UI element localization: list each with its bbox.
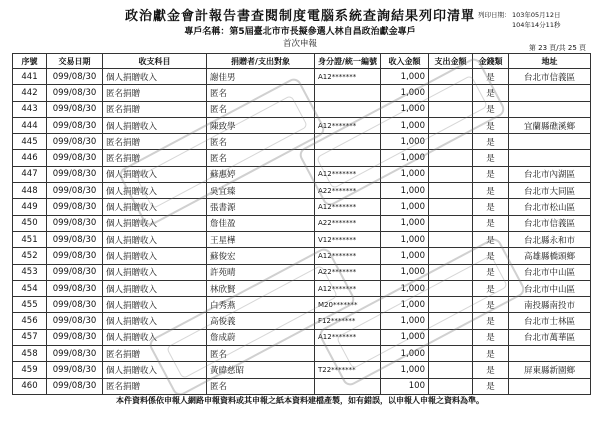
- cell-date: 099/08/30: [47, 313, 103, 329]
- cell-subject: 匿名捐贈: [103, 85, 207, 101]
- cell-expense: [429, 297, 473, 313]
- cell-addr: [509, 378, 591, 394]
- cell-addr: 台北縣永和市: [509, 231, 591, 247]
- cell-subject: 個人捐贈收入: [103, 231, 207, 247]
- cell-subject: 匿名捐贈: [103, 150, 207, 166]
- cell-income: 1,000: [381, 117, 429, 133]
- cell-subject: 個人捐贈收入: [103, 166, 207, 182]
- cell-addr: 台北市士林區: [509, 313, 591, 329]
- cell-donor: 匿名: [207, 150, 315, 166]
- table-row: [13, 166, 591, 182]
- table-row: [13, 264, 591, 280]
- cell-date: 099/08/30: [47, 329, 103, 345]
- cell-income: 1,000: [381, 362, 429, 378]
- cell-subject: 匿名捐贈: [103, 378, 207, 394]
- cell-subject: 個人捐贈收入: [103, 297, 207, 313]
- cell-donor: 高俊義: [207, 313, 315, 329]
- cell-date: 099/08/30: [47, 101, 103, 117]
- cell-donor: 謝佳男: [207, 69, 315, 85]
- cell-id: A12*******: [315, 280, 381, 296]
- cell-subject: 個人捐贈收入: [103, 329, 207, 345]
- cell-donor: 張書源: [207, 199, 315, 215]
- table-row: [13, 69, 591, 85]
- page-info: 第 23 頁/共 25 頁: [528, 44, 586, 52]
- cell-date: 099/08/30: [47, 378, 103, 394]
- cell-id: A12*******: [315, 117, 381, 133]
- column-header-id: 身分證/統一編號: [315, 54, 381, 69]
- cell-no: 453: [13, 264, 47, 280]
- cell-id: M20*******: [315, 297, 381, 313]
- cell-id: [315, 85, 381, 101]
- cell-date: 099/08/30: [47, 215, 103, 231]
- cell-date: 099/08/30: [47, 150, 103, 166]
- cell-no: 444: [13, 117, 47, 133]
- cell-cash: 是: [473, 199, 509, 215]
- cell-no: 459: [13, 362, 47, 378]
- table-row: [13, 378, 591, 394]
- cell-income: 1,000: [381, 280, 429, 296]
- cell-donor: 匿名: [207, 378, 315, 394]
- cell-no: 441: [13, 69, 47, 85]
- cell-id: A22*******: [315, 264, 381, 280]
- cell-expense: [429, 199, 473, 215]
- cell-expense: [429, 117, 473, 133]
- print-time-value: 104年14分11秒: [512, 21, 561, 29]
- cell-income: 1,000: [381, 215, 429, 231]
- document-title: 政治獻金會計報告書查閱制度電腦系統查詢結果列印清單: [124, 9, 475, 24]
- cell-cash: 是: [473, 231, 509, 247]
- cell-expense: [429, 183, 473, 199]
- cell-addr: 台北市中山區: [509, 264, 591, 280]
- cell-cash: 是: [473, 85, 509, 101]
- cell-income: 1,000: [381, 231, 429, 247]
- cell-expense: [429, 280, 473, 296]
- cell-subject: 個人捐贈收入: [103, 248, 207, 264]
- cell-donor: 匿名: [207, 85, 315, 101]
- cell-income: 1,000: [381, 313, 429, 329]
- cell-cash: 是: [473, 297, 509, 313]
- cell-no: 457: [13, 329, 47, 345]
- cell-subject: 匿名捐贈: [103, 134, 207, 150]
- cell-income: 1,000: [381, 248, 429, 264]
- print-meta: [478, 10, 588, 30]
- cell-expense: [429, 362, 473, 378]
- cell-date: 099/08/30: [47, 346, 103, 362]
- cell-donor: 白秀燕: [207, 297, 315, 313]
- table-row: [13, 231, 591, 247]
- cell-expense: [429, 346, 473, 362]
- cell-income: 1,000: [381, 85, 429, 101]
- cell-no: 445: [13, 134, 47, 150]
- cell-expense: [429, 134, 473, 150]
- cell-date: 099/08/30: [47, 183, 103, 199]
- cell-addr: 高雄縣橋頭鄉: [509, 248, 591, 264]
- cell-date: 099/08/30: [47, 297, 103, 313]
- cell-id: V12*******: [315, 231, 381, 247]
- cell-donor: 王星樺: [207, 231, 315, 247]
- cell-cash: 是: [473, 378, 509, 394]
- cell-subject: 個人捐贈收入: [103, 199, 207, 215]
- cell-donor: 詹佳盈: [207, 215, 315, 231]
- cell-donor: 匿名: [207, 346, 315, 362]
- cell-subject: 個人捐贈收入: [103, 117, 207, 133]
- cell-income: 1,000: [381, 199, 429, 215]
- cell-id: [315, 134, 381, 150]
- cell-cash: 是: [473, 183, 509, 199]
- cell-cash: 是: [473, 215, 509, 231]
- cell-id: A12*******: [315, 199, 381, 215]
- cell-addr: [509, 150, 591, 166]
- cell-no: 447: [13, 166, 47, 182]
- cell-donor: 詹成蔚: [207, 329, 315, 345]
- cell-id: [315, 378, 381, 394]
- cell-addr: 宜蘭縣礁溪鄉: [509, 117, 591, 133]
- cell-expense: [429, 69, 473, 85]
- cell-subject: 匿名捐贈: [103, 101, 207, 117]
- cell-no: 449: [13, 199, 47, 215]
- cell-addr: 屏東縣新園鄉: [509, 362, 591, 378]
- cell-id: [315, 101, 381, 117]
- cell-id: F12*******: [315, 313, 381, 329]
- cell-no: 455: [13, 297, 47, 313]
- cell-cash: 是: [473, 313, 509, 329]
- cell-subject: 個人捐贈收入: [103, 313, 207, 329]
- cell-addr: 南投縣南投市: [509, 297, 591, 313]
- cell-cash: 是: [473, 329, 509, 345]
- cell-expense: [429, 215, 473, 231]
- cell-date: 099/08/30: [47, 69, 103, 85]
- cell-income: 100: [381, 378, 429, 394]
- donation-table: [12, 53, 591, 395]
- cell-cash: 是: [473, 280, 509, 296]
- cell-donor: 蘇俊宏: [207, 248, 315, 264]
- cell-no: 460: [13, 378, 47, 394]
- cell-donor: 吳宜臻: [207, 183, 315, 199]
- cell-date: 099/08/30: [47, 166, 103, 182]
- cell-no: 442: [13, 85, 47, 101]
- cell-income: 1,000: [381, 264, 429, 280]
- cell-subject: 個人捐贈收入: [103, 264, 207, 280]
- cell-cash: 是: [473, 150, 509, 166]
- cell-subject: 個人捐贈收入: [103, 69, 207, 85]
- cell-addr: 台北市內湖區: [509, 166, 591, 182]
- table-row: [13, 215, 591, 231]
- cell-income: 1,000: [381, 69, 429, 85]
- table-row: [13, 280, 591, 296]
- cell-cash: 是: [473, 362, 509, 378]
- table-row: [13, 85, 591, 101]
- cell-expense: [429, 264, 473, 280]
- footer-note: 本件資料係依申報人網路申報資料或其申報之紙本資料建檔產製，如有錯誤，以申報人申報之資料為準。: [116, 396, 484, 405]
- cell-donor: 蘇惠婷: [207, 166, 315, 182]
- cell-expense: [429, 231, 473, 247]
- cell-addr: 台北市信義區: [509, 69, 591, 85]
- cell-expense: [429, 85, 473, 101]
- table-row: [13, 313, 591, 329]
- cell-no: 451: [13, 231, 47, 247]
- cell-date: 099/08/30: [47, 199, 103, 215]
- column-header-expense: 支出金額: [429, 54, 473, 69]
- cell-date: 099/08/30: [47, 280, 103, 296]
- table-row: [13, 329, 591, 345]
- cell-id: [315, 346, 381, 362]
- cell-no: 456: [13, 313, 47, 329]
- cell-no: 446: [13, 150, 47, 166]
- table-row: [13, 101, 591, 117]
- cell-no: 450: [13, 215, 47, 231]
- cell-subject: 個人捐贈收入: [103, 183, 207, 199]
- cell-donor: 匿名: [207, 101, 315, 117]
- cell-date: 099/08/30: [47, 134, 103, 150]
- account-name: 專戶名稱：第5屆臺北市市長擬參選人林自昌政治獻金專戶: [184, 27, 416, 37]
- cell-date: 099/08/30: [47, 362, 103, 378]
- cell-cash: 是: [473, 101, 509, 117]
- cell-addr: 台北市中山區: [509, 280, 591, 296]
- cell-cash: 是: [473, 346, 509, 362]
- cell-cash: 是: [473, 134, 509, 150]
- cell-no: 443: [13, 101, 47, 117]
- cell-no: 448: [13, 183, 47, 199]
- cell-cash: 是: [473, 69, 509, 85]
- table-row: [13, 297, 591, 313]
- cell-date: 099/08/30: [47, 248, 103, 264]
- cell-date: 099/08/30: [47, 85, 103, 101]
- column-header-date: 交易日期: [47, 54, 103, 69]
- cell-income: 1,000: [381, 297, 429, 313]
- table-row: [13, 183, 591, 199]
- cell-no: 452: [13, 248, 47, 264]
- cell-subject: 個人捐贈收入: [103, 362, 207, 378]
- table-row: [13, 248, 591, 264]
- cell-addr: 台北市大同區: [509, 183, 591, 199]
- cell-donor: 許苑晴: [207, 264, 315, 280]
- cell-id: A22*******: [315, 183, 381, 199]
- cell-addr: [509, 134, 591, 150]
- print-date-label: 列印日期：: [478, 11, 511, 19]
- cell-expense: [429, 329, 473, 345]
- cell-expense: [429, 150, 473, 166]
- cell-id: A12*******: [315, 166, 381, 182]
- cell-id: A12*******: [315, 69, 381, 85]
- column-header-no: 序號: [13, 54, 47, 69]
- cell-cash: 是: [473, 248, 509, 264]
- table-row: [13, 134, 591, 150]
- cell-id: A12*******: [315, 329, 381, 345]
- cell-donor: 匿名: [207, 134, 315, 150]
- cell-subject: 個人捐贈收入: [103, 215, 207, 231]
- cell-income: 1,000: [381, 101, 429, 117]
- cell-expense: [429, 378, 473, 394]
- cell-cash: 是: [473, 264, 509, 280]
- cell-expense: [429, 166, 473, 182]
- print-date-value: 103年05月12日: [512, 11, 561, 19]
- cell-donor: 黃暐慈昭: [207, 362, 315, 378]
- cell-addr: [509, 85, 591, 101]
- cell-donor: 林欣賢: [207, 280, 315, 296]
- table-header: [13, 54, 591, 69]
- column-header-subject: 收支科目: [103, 54, 207, 69]
- column-header-address: 地址: [509, 54, 591, 69]
- cell-expense: [429, 313, 473, 329]
- cell-subject: 匿名捐贈: [103, 346, 207, 362]
- cell-income: 1,000: [381, 150, 429, 166]
- cell-date: 099/08/30: [47, 264, 103, 280]
- table-row: [13, 117, 591, 133]
- table-row: [13, 346, 591, 362]
- column-header-income: 收入金額: [381, 54, 429, 69]
- column-header-cash: 金錢類: [473, 54, 509, 69]
- table-row: [13, 362, 591, 378]
- report-type: 首次申報: [282, 39, 317, 49]
- cell-addr: 台北市信義區: [509, 215, 591, 231]
- cell-income: 1,000: [381, 166, 429, 182]
- cell-date: 099/08/30: [47, 117, 103, 133]
- cell-expense: [429, 101, 473, 117]
- cell-donor: 陳致學: [207, 117, 315, 133]
- cell-income: 1,000: [381, 134, 429, 150]
- cell-addr: [509, 346, 591, 362]
- cell-addr: 台北市松山區: [509, 199, 591, 215]
- cell-addr: [509, 101, 591, 117]
- table-row: [13, 199, 591, 215]
- cell-addr: 台北市萬華區: [509, 329, 591, 345]
- cell-cash: 是: [473, 117, 509, 133]
- cell-date: 099/08/30: [47, 231, 103, 247]
- cell-id: T22*******: [315, 362, 381, 378]
- cell-id: A12*******: [315, 248, 381, 264]
- cell-id: [315, 150, 381, 166]
- cell-cash: 是: [473, 166, 509, 182]
- cell-no: 454: [13, 280, 47, 296]
- cell-income: 1,000: [381, 346, 429, 362]
- cell-subject: 個人捐贈收入: [103, 280, 207, 296]
- cell-expense: [429, 248, 473, 264]
- cell-income: 1,000: [381, 183, 429, 199]
- column-header-donor: 捐贈者/支出對象: [207, 54, 315, 69]
- table-row: [13, 150, 591, 166]
- cell-id: A22*******: [315, 215, 381, 231]
- cell-income: 1,000: [381, 329, 429, 345]
- cell-no: 458: [13, 346, 47, 362]
